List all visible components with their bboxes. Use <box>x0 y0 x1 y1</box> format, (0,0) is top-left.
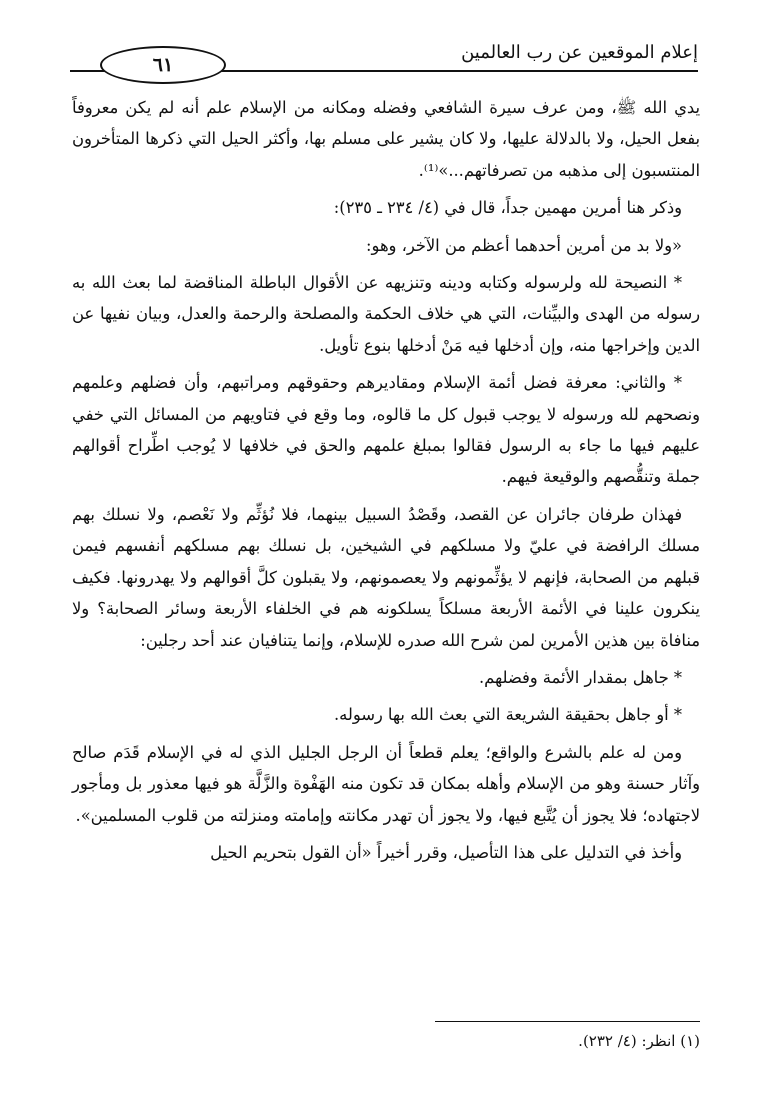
footnote-rule <box>435 1021 700 1022</box>
page-number-text: ٦١ <box>152 54 174 76</box>
paragraph: فهذان طرفان جائران عن القصد، وقَصْدُ السبيل بينهما، فلا نُؤثِّم ولا نَعْصم، ولا نسلك بهم مسلك الرافضة في عليّ ولا مسلكهم في الشيخين، بل نسلك بهم مسلكهم أنفسهم فيمن قبلهم من الصحابة، فإنهم لا يؤثِّمونهم ولا يعصمونهم، ولا يقبلون كلَّ أقوالهم ولا يهدرونها. فكيف ينكرون علينا في الأئمة الأربعة مسلكاً يسلكونه هم في الخلفاء الأربعة وسائر الصحابة؟ ولا منافاة بين هذين الأمرين لمن شرح الله صدره للإسلام، وإنما يتنافيان عند أحد رجلين: <box>72 504 700 650</box>
footnote: (١) انظر: (٤/ ٢٣٢). <box>578 1032 700 1050</box>
running-title: إعلام الموقعين عن رب العالمين <box>461 42 698 63</box>
quote-intro: «ولا بد من أمرين أحدهما أعظم من الآخر، وهو: <box>366 235 682 255</box>
paragraph: وذكر هنا أمرين مهمين جداً، قال في (٤/ ٢٣٤ ـ ٢٣٥): <box>333 198 682 218</box>
paragraph: وأخذ في التدليل على هذا التأصيل، وقرر أخيراً «أن القول بتحريم الحيل <box>210 842 682 862</box>
bullet-item: * جاهل بمقدار الأئمة وفضلهم. <box>478 667 682 687</box>
bullet-paragraph: * والثاني: معرفة فضل أئمة الإسلام ومقاديرهم وحقوقهم ومراتبهم، وأن فضلهم وعلمهم ونصحهم لله ورسوله لا يوجب قبول كل ما قالوه، وما وقع في فتاويهم من المسائل التي خفي عليهم فيها ما جاء به الرسول فقالوا بمبلغ علمهم والحق في خلافها لا يُوجب اطِّراح أقوالهم جملة وتنقُّصهم والوقيعة فيهم. <box>72 373 700 487</box>
paragraph: ومن له علم بالشرع والواقع؛ يعلم قطعاً أن الرجل الجليل الذي له في الإسلام قَدَم صالح وآثار حسنة وهو من الإسلام وأهله بمكان قد تكون منه الهَفْوة والزَّلَّة هو فيها معذور بل ومأجور لاجتهاده؛ فلا يجوز أن يُتَّبع فيها، ولا يجوز أن تهدر مكانته وإمامته ومنزلته من قلوب المسلمين». <box>72 742 700 825</box>
page-header <box>70 40 698 76</box>
body-text <box>72 92 700 874</box>
paragraph: يدي الله ﷺ، ومن عرف سيرة الشافعي وفضله ومكانه من الإسلام علم أنه لم يكن معروفاً بفعل الحيل، ولا بالدلالة عليها، ولا كان يشير على مسلم بها، وأكثر الحيل التي ذكرها المتأخرون المنتسبون إلى مذهبه من تصرفاتهم...»⁽¹⁾. <box>72 98 700 180</box>
bullet-paragraph: * النصيحة لله ولرسوله وكتابه ودينه وتنزيهه عن الأقوال الباطلة المناقضة لما بعث الله به رسوله من الهدى والبيِّنات، التي هي خلاف الحكمة والمصلحة والرحمة والعدل، وبيان نفيها عن الدين وإخراجها منه، وإن أدخلها فيه مَنْ أدخلها بنوع تأويل. <box>72 273 700 355</box>
bullet-item: * أو جاهل بحقيقة الشريعة التي بعث الله بها رسوله. <box>333 705 682 725</box>
page-number <box>100 46 226 84</box>
